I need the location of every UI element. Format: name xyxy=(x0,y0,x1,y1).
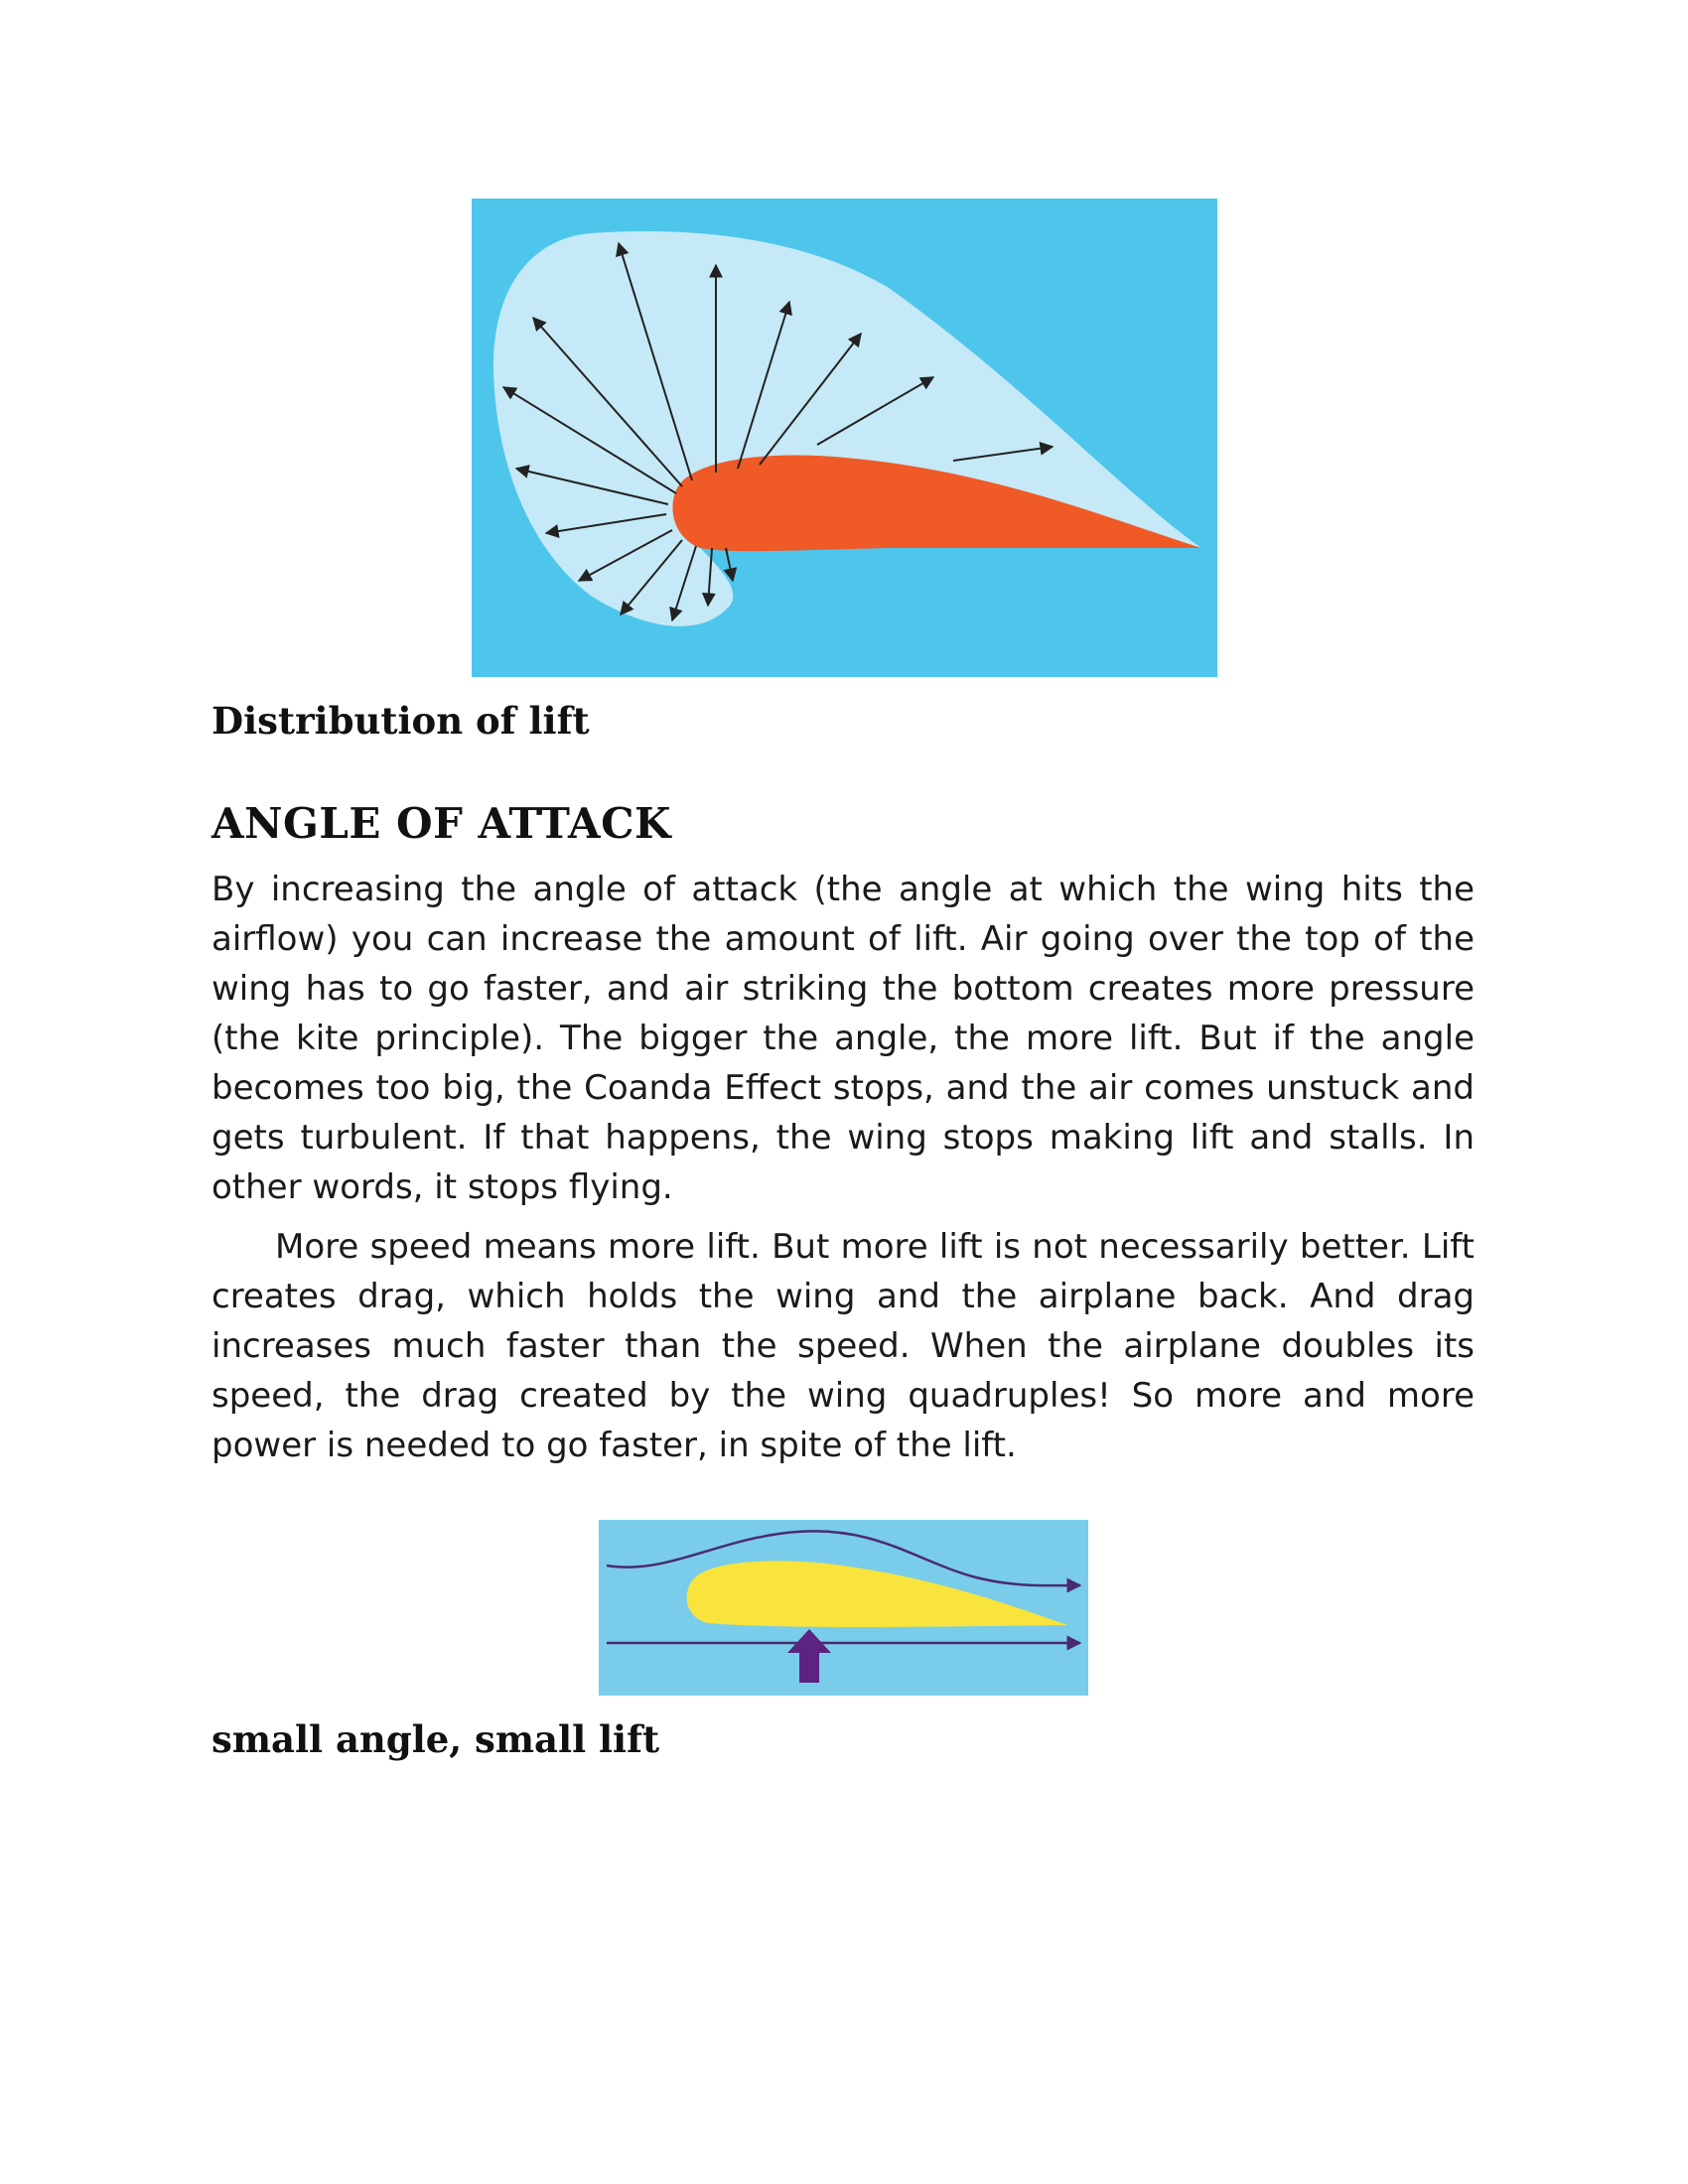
small-angle-caption: small angle, small lift xyxy=(211,1717,660,1761)
small-angle-illustration xyxy=(599,1520,1088,1696)
lift-distribution-illustration xyxy=(472,199,1217,677)
body-paragraph: More speed means more lift. But more lift is not necessarily better. Lift creates drag, which holds the wing and the airplane back. And drag increases much faster than the speed. When the airplane doubles its speed, the drag created by the wing quadruples! So more and more power is needed to go faster, in spite of the lift. xyxy=(211,1227,1475,1465)
body-paragraph: By increasing the angle of attack (the angle at which the wing hits the airflow) you can increase the amount of lift. Air going over the top of the wing has to go faster, and air striking the bottom creates more pressure (the kite principle). The bigger the angle, the more lift. But if the angle becomes too big, the Coanda Effect stops, and the air comes unstuck and gets turbulent. If that happens, the wing stops making lift and stalls. In other words, it stops flying. xyxy=(211,870,1475,1207)
section-heading: ANGLE OF ATTACK xyxy=(211,799,672,848)
small-angle-figure xyxy=(599,1520,1088,1696)
lift-distribution-figure xyxy=(472,199,1217,677)
lift-distribution-caption: Distribution of lift xyxy=(211,699,590,743)
